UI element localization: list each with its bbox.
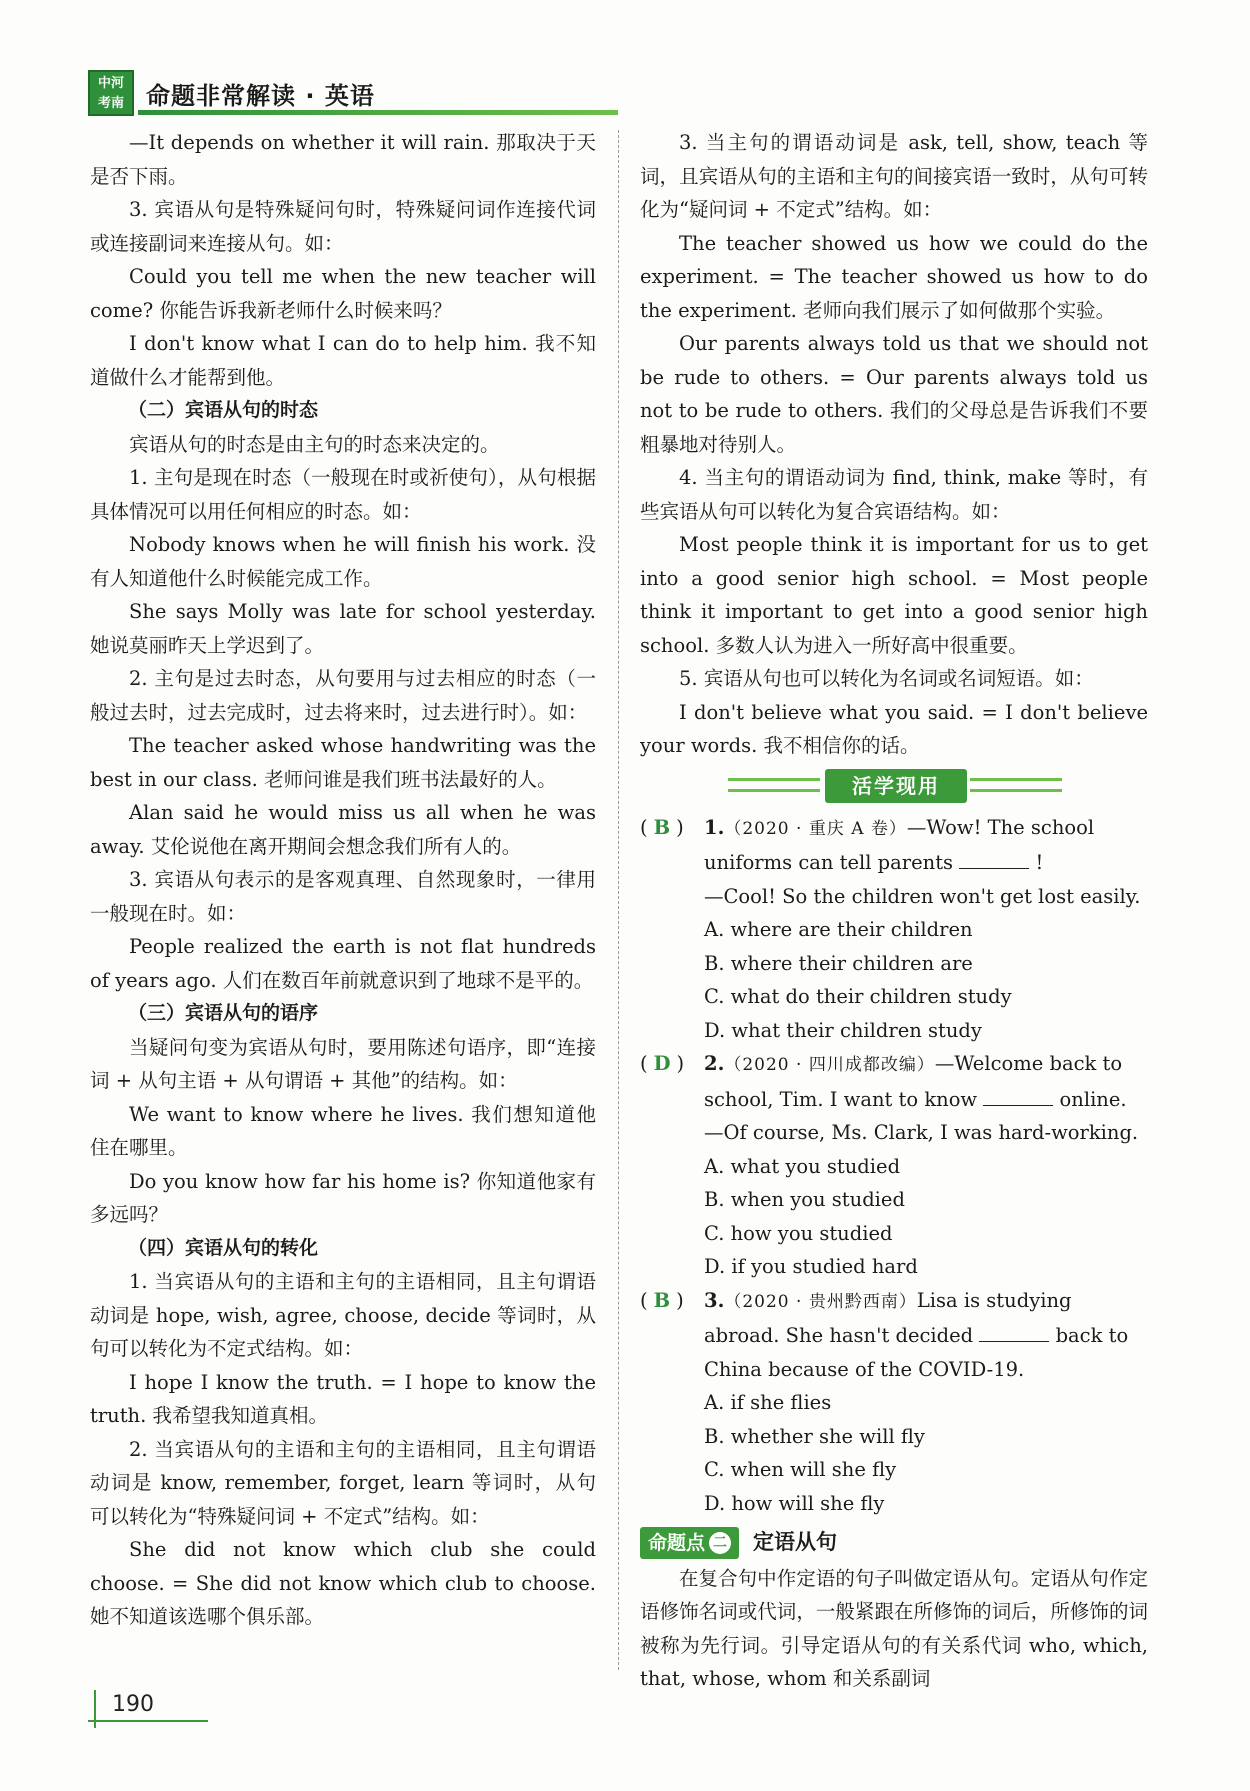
paragraph: 3. 当主句的谓语动词是 ask, tell, show, teach 等词，且宾语从句的主语和主句的间接宾语一致时，从句可转化为“疑问词 + 不定式”结构。如： [640,131,1148,221]
paragraph: I don't know what I can do to help him. 我不知道做什么才能帮到他。 [90,332,596,389]
point-intro: 在复合句中作定语的句子叫做定语从句。定语从句作定语修饰名词或代词，一般紧跟在所修饰的词后，所修饰的词被称为先行词。引导定语从句的有关系代词 who, which, that, whose, whom 和关系副词 [640,1566,1148,1690]
point-title: 定语从句 [753,1530,838,1554]
practice-banner-label: 活学现用 [825,769,967,803]
question-item [640,1047,1148,1284]
question-stem [704,1284,1148,1387]
question-option: A. if she flies [704,1391,832,1414]
page-number: 190 [112,1692,154,1717]
answer-bracket: ( B ) [640,815,684,839]
question-option: A. what you studied [704,1154,901,1178]
page-footer [88,1690,208,1730]
header-rule [138,110,618,115]
answer-blank [979,1322,1049,1342]
answer-blank [983,1086,1053,1106]
paragraph: —It depends on whether it will rain. 那取决于天是否下雨。 [90,131,596,188]
question-stem-b: ! [1035,851,1044,874]
page-header [88,70,618,116]
paragraph: 4. 当主句的谓语动词为 find, think, make 等时，有些宾语从句可以转化为复合宾语结构。如： [640,466,1148,523]
question-item [640,1284,1148,1521]
banner-lines-right [970,778,1062,792]
question-option: D. if you studied hard [704,1255,918,1278]
question-body [704,811,1148,1048]
publisher-logo [88,70,134,116]
question-option: D. what their children study [704,1018,982,1042]
footer-vertical-rule [94,1690,96,1728]
question-number: 2. [704,1052,725,1075]
paragraph: She did not know which club she could choose. = She did not know which club to choose. 她不知道该选哪个俱乐部。 [90,1538,596,1628]
book-title: 命题非常解读 · 英语 [146,82,375,110]
point-heading [640,1526,1148,1560]
question-option: C. what do their children study [704,985,1012,1008]
question-option: C. when will she fly [704,1458,897,1481]
footer-horizontal-rule [88,1720,208,1722]
question-option: B. when you studied [704,1188,905,1211]
right-paragraphs [640,126,1148,763]
question-option: B. whether she will fly [704,1424,925,1448]
question-stem-b: online. [1059,1087,1127,1111]
question-number: 3. [704,1288,725,1312]
answer-bracket: ( B ) [640,1288,684,1312]
question-option: B. where their children are [704,951,973,975]
paragraph: She says Molly was late for school yesterday. 她说莫丽昨天上学迟到了。 [90,600,596,657]
section-heading: （四）宾语从句的转化 [128,1236,319,1259]
question-stem [704,811,1148,880]
question-source: （2020 · 四川成都改编） [724,1055,935,1075]
question-stem-b: back to China because of the COVID-19. [704,1324,1129,1381]
paragraph: 5. 宾语从句也可以转化为名词或名词短语。如： [679,667,1094,690]
paragraph: 3. 宾语从句表示的是客观真理、自然现象时，一律用一般现在时。如： [90,868,596,925]
question-reply: —Of course, Ms. Clark, I was hard-working. [704,1121,1139,1144]
answer-bracket: ( D ) [640,1052,685,1075]
section-heading: （二）宾语从句的时态 [128,399,319,421]
question-stem [704,1047,1148,1116]
question-list [640,811,1148,1521]
answer-letter: D [653,1052,671,1075]
point-badge-label: 命题点 [648,1531,706,1554]
banner-lines-left [728,778,820,792]
point-badge-number: 二 [709,1532,731,1554]
point-badge [640,1527,739,1559]
right-column [640,126,1148,1696]
paragraph: The teacher showed us how we could do the experiment. = The teacher showed us how to do the experiment. 老师向我们展示了如何做那个实验。 [640,231,1148,322]
answer-letter: B [653,815,671,839]
question-body [704,1047,1148,1284]
paragraph: 3. 宾语从句是特殊疑问句时，特殊疑问词作连接代词或连接副词来连接从句。如： [90,198,596,255]
question-number: 1. [704,815,725,839]
question-reply: —Cool! So the children won't get lost easily. [704,884,1141,908]
logo-line-1: 中河 [97,76,124,91]
paragraph: We want to know where he lives. 我们想知道他住在哪里。 [90,1102,596,1159]
question-stem-a: —Wow! The school uniforms can tell parents [704,815,1095,874]
section-heading: （三）宾语从句的语序 [128,1002,319,1024]
question-option: C. how you studied [704,1221,893,1245]
paragraph: Alan said he would miss us all when he was away. 艾伦说他在离开期间会想念我们所有人的。 [90,801,596,858]
paragraph: Most people think it is important for us to get into a good senior high school. = Most people think it important to get into a good senior high school. 多数人认为进入一所好高中很重要。 [640,533,1148,657]
question-source: （2020 · 贵州黔西南） [724,1291,917,1312]
paragraph: 宾语从句的时态是由主句的时态来决定的。 [129,432,500,456]
practice-banner [640,767,1148,807]
logo-line-2: 考南 [97,96,124,111]
question-item [640,811,1148,1048]
paragraph: 2. 主句是过去时态，从句要用与过去相应的时态（一般过去时，过去完成时，过去将来时，过去进行时）。如： [90,667,596,724]
paragraph: I hope I know the truth. = I hope to know the truth. 我希望我知道真相。 [90,1370,596,1427]
paragraph: The teacher asked whose handwriting was the best in our class. 老师问谁是我们班书法最好的人。 [90,734,596,791]
column-divider [618,130,619,1670]
paragraph: Do you know how far his home is? 你知道他家有多远吗？ [90,1169,596,1226]
answer-blank [959,849,1029,869]
left-column [90,126,596,1634]
paragraph: People realized the earth is not flat hundreds of years ago. 人们在数百年前就意识到了地球不是平的。 [90,935,596,992]
paragraph: 1. 主句是现在时态（一般现在时或祈使句），从句根据具体情况可以用任何相应的时态。如： [90,466,596,523]
paragraph: 当疑问句变为宾语从句时，要用陈述句语序，即“连接词 + 从句主语 + 从句谓语 + 其他”的结构。如： [90,1035,596,1092]
paragraph: 2. 当宾语从句的主语和主句的主语相同，且主句谓语动词是 know, remember, forget, learn 等词时，从句可以转化为“特殊疑问词 + 不定式”结构。如： [90,1437,596,1528]
paragraph: I don't believe what you said. = I don't believe your words. 我不相信你的话。 [640,700,1148,757]
question-stem-a: Lisa is studying abroad. She hasn't decided [704,1288,1072,1347]
paragraph: 1. 当宾语从句的主语和主句的主语相同，且主句谓语动词是 hope, wish, agree, choose, decide 等词时，从句可以转化为不定式结构。如： [90,1270,596,1360]
answer-letter: B [653,1288,671,1312]
question-source: （2020 · 重庆 A 卷） [724,818,907,839]
paragraph: Our parents always told us that we should not be rude to others. = Our parents always told us not to be rude to others. 我们的父母总是告诉我们不要粗暴地对待别人。 [640,332,1148,456]
question-option: A. where are their children [704,918,973,941]
question-stem-a: —Welcome back to school, Tim. I want to know [704,1052,1123,1111]
paragraph: Could you tell me when the new teacher will come? 你能告诉我新老师什么时候来吗？ [90,265,596,322]
paragraph: Nobody knows when he will finish his work. 没有人知道他什么时候能完成工作。 [90,533,596,590]
question-body [704,1284,1148,1521]
question-option: D. how will she fly [704,1491,885,1515]
